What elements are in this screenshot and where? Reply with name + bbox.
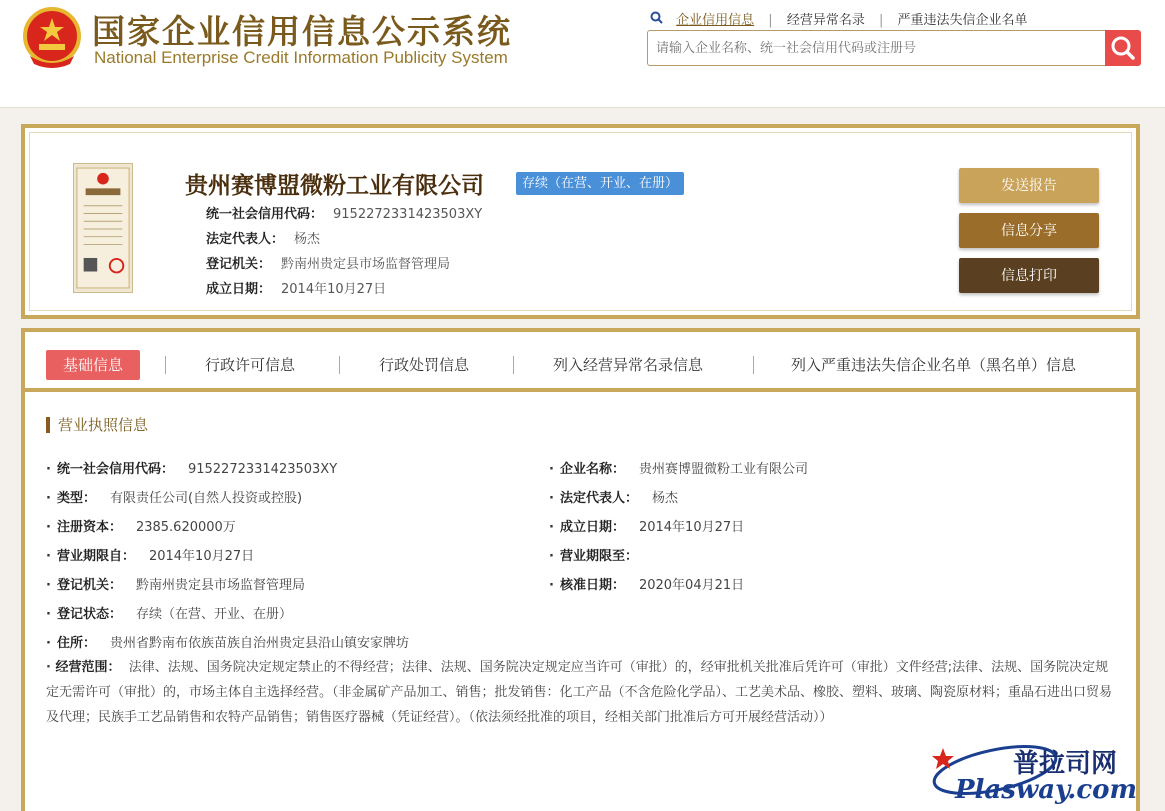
field-capital: · 注册资本： 2385.620000万 — [46, 520, 236, 535]
nav-abnormal-list[interactable]: 经营异常名录 — [786, 13, 865, 28]
field-label: 核准日期： — [559, 578, 625, 593]
info-label: 成立日期： — [206, 282, 272, 297]
nav-separator: | — [768, 13, 773, 28]
tab-separator — [165, 356, 166, 374]
search-icon — [650, 11, 666, 28]
tab-separator — [339, 356, 340, 374]
info-value: 2014年10月27日 — [281, 282, 387, 297]
business-scope: · 经营范围： 法律、法规、国务院决定规定禁止的不得经营；法律、法规、国务院决定规定应当许可（审批）的，经审批机关批准后凭许可（审批）文件经营;法律、法规、国务院决定规定无需许可（审批）的，市场主体自主选择经营。（非金属矿产品加工、销售；批发销售：化工产品（不含危险化学品）、工艺美术品、橡胶、塑料、玻璃、陶瓷原材料；重晶石进出口贸易及代理；民族手工艺品销售和农特产品销售；销售医疗器械（凭证经营）。（依法须经批准的项目，经相关部门批准后方可开展经营活动）） — [46, 660, 1113, 725]
field-value: 杨杰 — [651, 491, 678, 506]
info-value: 黔南州贵定县市场监督管理局 — [281, 257, 451, 272]
field-value: 有限责任公司(自然人投资或控股) — [109, 491, 303, 506]
info-value: 9152272331423503XY — [333, 207, 483, 222]
field-label: 登记状态： — [56, 607, 122, 622]
field-label: 法定代表人： — [559, 491, 638, 506]
field-value: 黔南州贵定县市场监督管理局 — [135, 578, 305, 593]
send-report-button[interactable]: 发送报告 — [959, 168, 1099, 203]
field-value: 2020年04月21日 — [638, 578, 745, 593]
field-value: 2014年10月27日 — [638, 520, 745, 535]
field-approval-date: · 核准日期： 2020年04月21日 — [549, 578, 745, 593]
tab-separator — [753, 356, 754, 374]
search-button[interactable] — [1105, 30, 1141, 66]
field-term-to: · 营业期限至： — [549, 549, 638, 564]
info-value: 杨杰 — [294, 232, 321, 247]
info-registry — [206, 253, 450, 272]
magnifier-icon — [1105, 30, 1141, 66]
field-label: 企业名称： — [559, 462, 625, 477]
field-value: 存续（在营、开业、在册） — [135, 607, 292, 622]
field-type: · 类型： 有限责任公司(自然人投资或控股) — [46, 491, 303, 506]
watermark-logo — [925, 730, 1160, 805]
company-card-inner — [29, 132, 1132, 311]
info-credit-code — [206, 203, 482, 222]
tab-abnormal-list[interactable]: 列入经营异常名录信息 — [553, 356, 704, 374]
top-nav — [650, 9, 1034, 28]
info-established — [206, 278, 386, 297]
field-label: 登记机关： — [56, 578, 122, 593]
tab-blacklist[interactable]: 列入严重违法失信企业名单（黑名单）信息 — [791, 356, 1077, 374]
site-title-en: National Enterprise Credit Information Publicity System — [94, 48, 508, 67]
field-address: · 住所： 贵州省黔南布依族苗族自治州贵定县沿山镇安家牌坊 — [46, 636, 409, 651]
field-legal-rep: · 法定代表人： 杨杰 — [549, 491, 678, 506]
share-info-button[interactable]: 信息分享 — [959, 213, 1099, 248]
header — [0, 0, 1165, 108]
info-label: 登记机关： — [206, 257, 272, 272]
field-credit-code: · 统一社会信用代码： 9152272331423503XY — [46, 462, 338, 477]
field-established: · 成立日期： 2014年10月27日 — [549, 520, 745, 535]
status-badge: 存续（在营、开业、在册） — [516, 172, 684, 195]
tab-bar — [25, 332, 1136, 392]
national-emblem-icon — [22, 6, 82, 68]
field-label: 营业期限至： — [559, 549, 638, 564]
tab-basic-info[interactable]: 基础信息 — [46, 350, 140, 380]
field-value: 2014年10月27日 — [148, 549, 255, 564]
info-legal-rep — [206, 228, 320, 247]
field-label: 成立日期： — [559, 520, 625, 535]
company-name: 贵州赛博盟微粉工业有限公司 — [185, 173, 484, 199]
field-registry: · 登记机关： 黔南州贵定县市场监督管理局 — [46, 578, 305, 593]
tab-separator — [513, 356, 514, 374]
watermark-cn: 普拉司网 — [1013, 749, 1118, 779]
business-scope-text: 法律、法规、国务院决定规定禁止的不得经营；法律、法规、国务院决定规定应当许可（审批）的，经审批机关批准后凭许可（审批）文件经营;法律、法规、国务院决定规定无需许可（审批）的，市场主体自主选择经营。（非金属矿产品加工、销售；批发销售：化工产品（不含危险化学品）、工艺美术品、橡胶、塑料、玻璃、陶瓷原材料；重晶石进出口贸易及代理；民族手工艺品销售和农特产品销售；销售医疗器械（凭证经营）。（依法须经批准的项目，经相关部门批准后方可开展经营活动）） — [46, 660, 1113, 725]
tab-admin-penalty[interactable]: 行政处罚信息 — [379, 356, 470, 374]
nav-separator: | — [878, 13, 884, 28]
field-label: 住所： — [56, 636, 96, 651]
section-title: 营业执照信息 — [46, 417, 148, 433]
field-label: 营业期限自： — [56, 549, 135, 564]
field-term-from: · 营业期限自： 2014年10月27日 — [46, 549, 255, 564]
field-label: 经营范围： — [55, 660, 121, 675]
info-label: 法定代表人： — [206, 232, 285, 247]
info-label: 统一社会信用代码： — [206, 207, 324, 222]
watermark-en: Plasway.com — [955, 775, 1137, 805]
field-value: 9152272331423503XY — [187, 462, 338, 477]
search-input[interactable] — [647, 30, 1105, 66]
tab-admin-license[interactable]: 行政许可信息 — [205, 356, 296, 374]
field-reg-status: · 登记状态： 存续（在营、开业、在册） — [46, 607, 292, 622]
field-value: 贵州赛博盟微粉工业有限公司 — [638, 462, 808, 477]
field-value: 2385.620000万 — [135, 520, 236, 535]
field-label: 注册资本： — [56, 520, 122, 535]
field-label: 类型： — [56, 491, 96, 506]
business-license-image — [73, 163, 133, 293]
field-value: 贵州省黔南布依族苗族自治州贵定县沿山镇安家牌坊 — [109, 636, 409, 651]
field-label: 统一社会信用代码： — [56, 462, 174, 477]
company-card — [21, 124, 1140, 319]
print-info-button[interactable]: 信息打印 — [959, 258, 1099, 293]
nav-enterprise-credit[interactable]: 企业信用信息 — [676, 13, 755, 28]
field-company-name: · 企业名称： 贵州赛博盟微粉工业有限公司 — [549, 462, 808, 477]
nav-blacklist[interactable]: 严重违法失信企业名单 — [897, 13, 1028, 28]
site-title: 国家企业信用信息公示系统 — [92, 12, 512, 51]
